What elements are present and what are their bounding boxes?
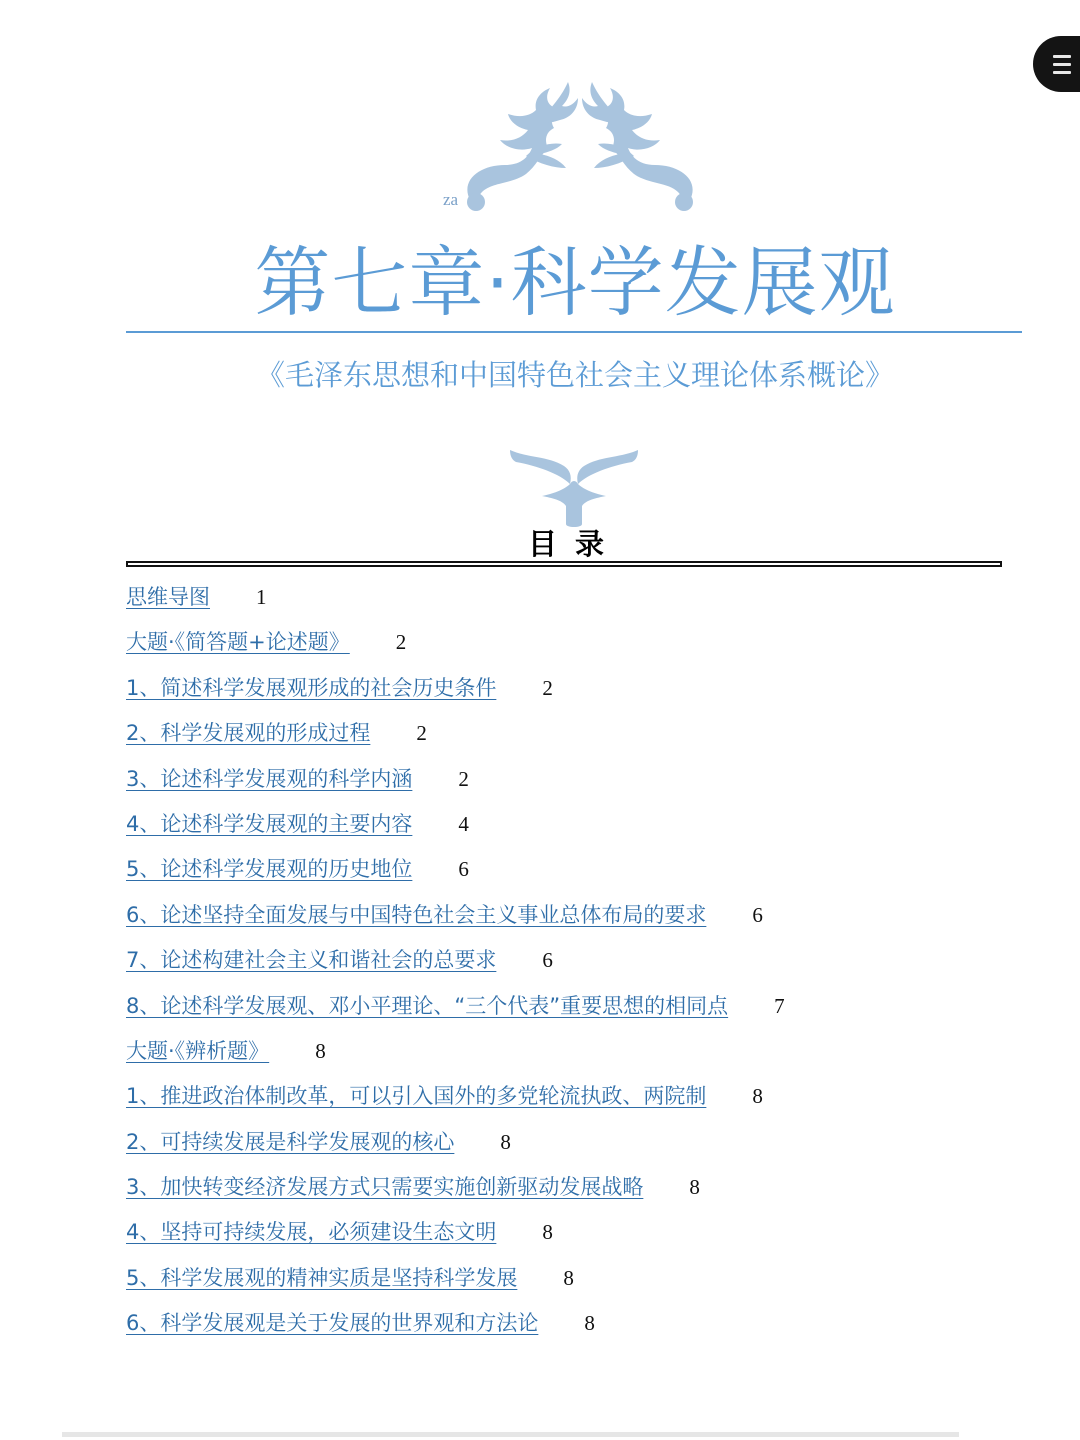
- title-divider: [126, 331, 1022, 333]
- toc-page-number: 2: [395, 630, 407, 655]
- toc-link[interactable]: 8、论述科学发展观、邓小平理论、“三个代表”重要思想的相同点: [126, 993, 729, 1018]
- leaf-ornament-icon: [508, 444, 640, 528]
- toc-link[interactable]: 2、可持续发展是科学发展观的核心: [126, 1129, 455, 1154]
- toc-link[interactable]: 4、坚持可持续发展，必须建设生态文明: [126, 1220, 497, 1245]
- toc-page-number: 6: [542, 948, 553, 973]
- book-subtitle: 《毛泽东思想和中国特色社会主义理论体系概论》: [255, 358, 894, 392]
- table-of-contents: [126, 580, 1026, 1352]
- toc-heading: 目录: [527, 527, 622, 561]
- toc-link[interactable]: 2、科学发展观的形成过程: [126, 721, 371, 746]
- toc-item: [126, 1170, 1026, 1215]
- toc-link[interactable]: 6、论述坚持全面发展与中国特色社会主义事业总体布局的要求: [126, 902, 707, 927]
- toc-page-number: 4: [458, 811, 469, 836]
- toc-item: [126, 898, 1026, 943]
- toc-item: [126, 989, 1026, 1034]
- watermark-text: za: [443, 190, 459, 209]
- menu-button[interactable]: [1033, 36, 1080, 92]
- toc-link[interactable]: 3、加快转变经济发展方式只需要实施创新驱动发展战略: [126, 1175, 644, 1200]
- toc-link[interactable]: 5、论述科学发展观的历史地位: [126, 857, 413, 882]
- toc-item: [126, 625, 1026, 670]
- toc-page-number: 8: [689, 1175, 700, 1200]
- toc-page-number: 8: [563, 1265, 574, 1290]
- toc-link[interactable]: 5、科学发展观的精神实质是坚持科学发展: [126, 1265, 518, 1290]
- toc-link[interactable]: 1、推进政治体制改革，可以引入国外的多党轮流执政、两院制: [126, 1084, 707, 1109]
- toc-page-number: 8: [542, 1220, 553, 1245]
- toc-item: [126, 807, 1026, 852]
- toc-page-number: 2: [416, 721, 427, 746]
- toc-page-number: 8: [500, 1129, 511, 1154]
- toc-page-number: 8: [752, 1084, 763, 1109]
- toc-link-short-answer-essay[interactable]: 大题·《简答题+论述题》: [126, 630, 350, 655]
- toc-page-number: 1: [256, 585, 267, 609]
- toc-link-analysis-questions[interactable]: 大题·《辨析题》: [126, 1038, 270, 1063]
- toc-page-number: 8: [584, 1311, 595, 1336]
- toc-item: [126, 716, 1026, 761]
- toc-link-mind-map[interactable]: 思维导图: [126, 585, 210, 609]
- page-edge-divider: [62, 1432, 959, 1437]
- toc-item: [126, 1125, 1026, 1170]
- toc-link[interactable]: 6、科学发展观是关于发展的世界观和方法论: [126, 1311, 539, 1336]
- toc-item: [126, 671, 1026, 716]
- toc-item: [126, 1215, 1026, 1260]
- toc-page-number: 6: [458, 857, 469, 882]
- toc-link[interactable]: 7、论述构建社会主义和谐社会的总要求: [126, 948, 497, 973]
- toc-item: [126, 1034, 1026, 1079]
- toc-page-number: 6: [752, 902, 763, 927]
- toc-link[interactable]: 1、简述科学发展观形成的社会历史条件: [126, 675, 497, 700]
- toc-page-number: 2: [542, 675, 553, 700]
- toc-item: [126, 580, 1026, 625]
- toc-item: [126, 943, 1026, 988]
- toc-item: [126, 1261, 1026, 1306]
- toc-link[interactable]: 4、论述科学发展观的主要内容: [126, 811, 413, 836]
- chapter-title: 第七章·科学发展观: [254, 238, 896, 327]
- toc-page-number: 2: [458, 766, 469, 791]
- toc-page-number: 7: [774, 993, 785, 1018]
- toc-item: [126, 852, 1026, 897]
- toc-item: [126, 1079, 1026, 1124]
- toc-item: [126, 1306, 1026, 1351]
- toc-item: [126, 762, 1026, 807]
- floral-ornament-icon: [440, 70, 720, 215]
- toc-page-number: 8: [315, 1038, 326, 1063]
- toc-link[interactable]: 3、论述科学发展观的科学内涵: [126, 766, 413, 791]
- toc-divider: [126, 561, 1002, 567]
